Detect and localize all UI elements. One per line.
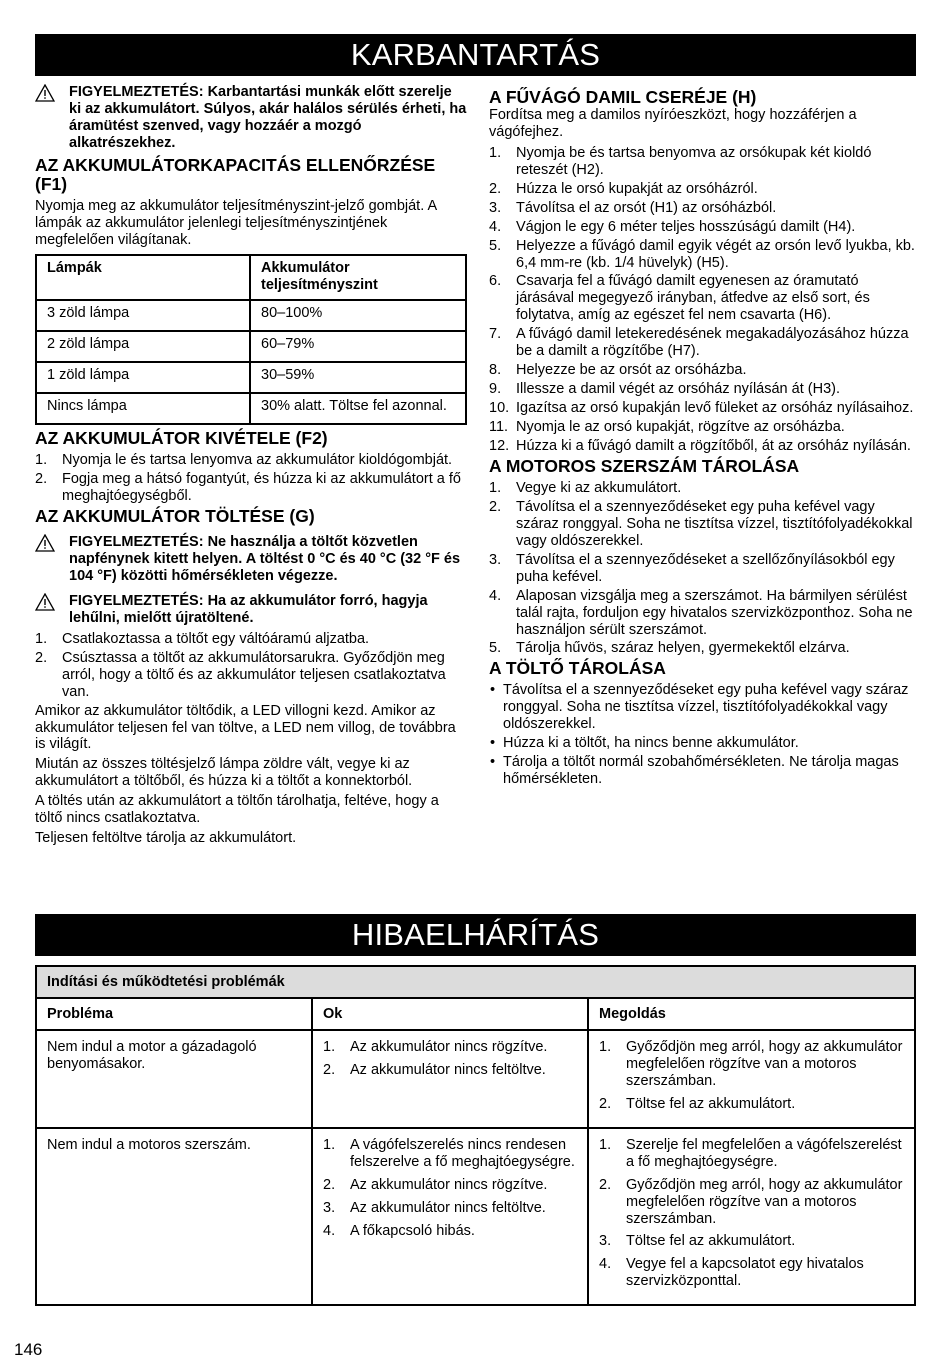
list-item: 2. Csúsztassa a töltőt az akkumulátorsarukra. Győződjön meg arról, hogy a töltő és az akkumulátor teljesen csatlakoztatva van. [35, 649, 446, 700]
table-cell: 30% alatt. Töltse fel azonnal. [250, 393, 466, 424]
table-cell: 3 zöld lámpa [36, 300, 250, 331]
capacity-table [35, 254, 467, 425]
problem-cell: Nem indul a motor a gázadagoló benyomásakor. [36, 1030, 312, 1128]
table-header-row [36, 998, 915, 1030]
troubleshooting-title: HIBAELHÁRÍTÁS [351, 917, 600, 952]
charging-paragraph: Teljesen feltöltve tárolja az akkumulátort. [35, 830, 297, 847]
list-item: 2. Húzza le orsó kupakját az orsóházról. [489, 180, 758, 197]
charging-paragraph: Amikor az akkumulátor töltődik, a LED villogni kezd. Amikor az akkumulátor teljesen fel van töltve, a LED nem villog, de továbbra is világít. [35, 702, 456, 753]
warning-triangle-icon [35, 534, 55, 552]
maintenance-title: KARBANTARTÁS [350, 37, 601, 72]
table-row [36, 1128, 915, 1306]
warning-label: FIGYELMEZTETÉS: [69, 534, 204, 550]
cause-cell [312, 1030, 588, 1128]
list-item: 5. Helyezze a fűvágó damil egyik végét az orsón levő lyukba, kb. 6,4 mm-re (kb. 1/4 hüvelyk) (H5). [489, 237, 915, 271]
table-row [36, 300, 466, 331]
list-item: • Tárolja a töltőt normál szobahőmérsékleten. Ne tárolja magas hőmérsékleten. [490, 754, 899, 788]
warning-hot-battery [35, 593, 467, 627]
table-header-cell: Megoldás [588, 998, 915, 1030]
list-item: • Távolítsa el a szennyeződéseket egy puha kefével vagy száraz ronggyal. Soha ne tisztítsa vízzel, tisztítófolyadékokkal vagy oldószerekkel. [490, 682, 909, 733]
troubleshooting-table [35, 965, 916, 1306]
warning-label: FIGYELMEZTETÉS: [69, 592, 204, 609]
maintenance-title-bar [35, 34, 916, 76]
table-row [36, 1030, 915, 1128]
list-item: 2. Töltse fel az akkumulátort. [599, 1095, 796, 1112]
table-cell: 30–59% [250, 362, 466, 393]
table-header-cell: Probléma [36, 998, 312, 1030]
warning-text: Ha az akkumulátor forró, hagyja lehűlni, mielőtt újratöltené. [69, 592, 428, 626]
table-caption-row [36, 966, 915, 998]
list-item: 11. Nyomja le az orsó kupakját, rögzítve az orsóházba. [489, 419, 845, 436]
charging-heading: AZ AKKUMULÁTOR TÖLTÉSE (G) [35, 506, 315, 527]
line-replace-intro: Fordítsa meg a damilos nyíróeszközt, hogy hozzáférjen a vágófejhez. [489, 106, 857, 140]
line-replace-steps [489, 145, 919, 455]
removal-heading: AZ AKKUMULÁTOR KIVÉTELE (F2) [35, 428, 328, 449]
list-item: 2. Fogja meg a hátsó fogantyút, és húzza ki az akkumulátort a fő meghajtóegységből. [35, 471, 461, 505]
table-header-cell: Akkumulátor teljesítményszint [250, 255, 466, 300]
list-item: • Húzza ki a töltőt, ha nincs benne akkumulátor. [490, 735, 799, 752]
charging-steps [35, 631, 467, 701]
list-item: 4. Vágjon le egy 6 méter teljes hosszúságú damilt (H4). [489, 218, 856, 235]
list-item: 4. Vegye fel a kapcsolatot egy hivatalos szervizközponttal. [599, 1256, 864, 1290]
table-cell: 1 zöld lámpa [36, 362, 250, 393]
list-item: 1. Vegye ki az akkumulátort. [489, 479, 682, 496]
list-item: 10. Igazítsa az orsó kupakján levő füleket az orsóház nyílásaihoz. [489, 400, 914, 417]
list-item: 1. Nyomja be és tartsa benyomva az orsókupak két kioldó reteszét (H2). [489, 144, 872, 178]
list-item: 1. Győződjön meg arról, hogy az akkumulátor megfelelően rögzítve van a motoros szerszámban. [599, 1038, 903, 1089]
table-row [36, 362, 466, 393]
list-item: 3. Távolítsa el a szennyeződéseket a szellőzőnyílásokból egy puha kefével. [489, 551, 895, 585]
list-item: 2. Az akkumulátor nincs rögzítve. [323, 1176, 548, 1193]
table-header-row [36, 255, 466, 300]
list-item: 1. Az akkumulátor nincs rögzítve. [323, 1038, 548, 1055]
table-caption: Indítási és működtetési problémák [36, 966, 915, 998]
warning-text: Ne használja a töltőt közvetlen napfénynek kitett helyen. A töltést 0 °C és 40 °C (32 °F és 104 °F) közötti hőmérsékleten végezze. [69, 534, 461, 584]
cause-cell [312, 1128, 588, 1306]
removal-steps [35, 452, 467, 505]
list-item: 1. Szerelje fel megfelelően a vágófelszerelést a fő meghajtóegységre. [599, 1136, 902, 1170]
table-row [36, 331, 466, 362]
table-header-cell: Ok [312, 998, 588, 1030]
table-cell: Nincs lámpa [36, 393, 250, 424]
list-item: 7. A fűvágó damil letekeredésének megakadályozásához húzza be a damilt a rögzítőbe (H7). [489, 326, 909, 360]
charging-paragraph: A töltés után az akkumulátort a töltőn tárolhatja, feltéve, hogy a töltő nincs csatlakoztatva. [35, 793, 439, 827]
list-item: 12. Húzza ki a fűvágó damilt a rögzítőből, át az orsóház nyílásán. [489, 438, 911, 455]
tool-storage-heading: A MOTOROS SZERSZÁM TÁROLÁSA [489, 456, 800, 476]
page-number: 146 [14, 1340, 43, 1359]
list-item: 5. Tárolja hűvös, száraz helyen, gyermekektől elzárva. [489, 640, 850, 657]
solution-cell [588, 1030, 915, 1128]
list-item: 3. Távolítsa el az orsót (H1) az orsóházból. [489, 199, 777, 216]
table-cell: 2 zöld lámpa [36, 331, 250, 362]
tool-storage-steps [489, 480, 919, 658]
left-column [35, 84, 467, 847]
list-item: 4. Alaposan vizsgálja meg a szerszámot. Ha bármilyen sérülést talál rajta, forduljon egy hivatalos szervizközponthoz. Soha ne használjon sérült szerszámot. [489, 587, 913, 638]
list-item: 2. Győződjön meg arról, hogy az akkumulátor megfelelően rögzítve van a motoros szerszámban. [599, 1176, 903, 1227]
list-item: 9. Illessze a damil végét az orsóház nyílásán át (H3). [489, 381, 840, 398]
table-header-cell: Lámpák [36, 255, 250, 300]
list-item: 4. A főkapcsoló hibás. [323, 1222, 475, 1239]
list-item: 1. Csatlakoztassa a töltőt egy váltóáramú aljzatba. [35, 630, 370, 647]
table-cell: 60–79% [250, 331, 466, 362]
list-item: 2. Az akkumulátor nincs feltöltve. [323, 1061, 546, 1078]
capacity-text: Nyomja meg az akkumulátor teljesítményszint-jelző gombját. A lámpák az akkumulátor jelenlegi teljesítményszintjének megfelelően világítanak. [35, 197, 437, 248]
troubleshooting-title-bar [35, 914, 916, 956]
charging-paragraph: Miután az összes töltésjelző lámpa zöldre vált, vegye ki az akkumulátort a töltőből, és húzza ki a töltőt a konnektorból. [35, 756, 413, 790]
problem-cell: Nem indul a motoros szerszám. [36, 1128, 312, 1306]
warning-sunlight [35, 534, 467, 585]
warning-label: FIGYELMEZTETÉS: [69, 84, 204, 100]
warning-text: Karbantartási munkák előtt szerelje ki az akkumulátort. Súlyos, akár halálos sérülés érheti, ha áramütést szenved, vagy hozzáér a mozgó alkatrészekhez. [69, 84, 467, 151]
list-item: 8. Helyezze be az orsót az orsóházba. [489, 362, 747, 379]
table-row [36, 393, 466, 424]
table-cell: 80–100% [250, 300, 466, 331]
charger-storage-items [489, 682, 919, 788]
list-item: 3. Töltse fel az akkumulátort. [599, 1233, 796, 1250]
solution-cell [588, 1128, 915, 1306]
list-item: 1. A vágófelszerelés nincs rendesen felszerelve a fő meghajtóegységre. [323, 1136, 575, 1170]
right-column [489, 88, 919, 790]
warning-triangle-icon [35, 84, 55, 102]
list-item: 3. Az akkumulátor nincs feltöltve. [323, 1199, 546, 1216]
list-item: 2. Távolítsa el a szennyeződéseket egy puha kefével vagy száraz ronggyal. Soha ne tisztítsa vízzel, tisztítófolyadékokkal vagy oldószerekkel. [489, 498, 913, 549]
list-item: 1. Nyomja le és tartsa lenyomva az akkumulátor kioldógombját. [35, 452, 453, 469]
capacity-heading: AZ AKKUMULÁTORKAPACITÁS ELLENŐRZÉSE (F1) [35, 154, 436, 194]
list-item: 6. Csavarja fel a fűvágó damilt egyenesen az óramutató járásával megegyező irányban, átfedve az első sort, és folytatva, amíg az egészet fel nem csavarta (H6). [489, 273, 870, 324]
warning-remove-battery [35, 84, 467, 152]
warning-triangle-icon [35, 593, 55, 611]
charger-storage-heading: A TÖLTŐ TÁROLÁSA [489, 658, 666, 679]
line-replace-heading: A FŰVÁGÓ DAMIL CSERÉJE (H) [489, 87, 757, 107]
